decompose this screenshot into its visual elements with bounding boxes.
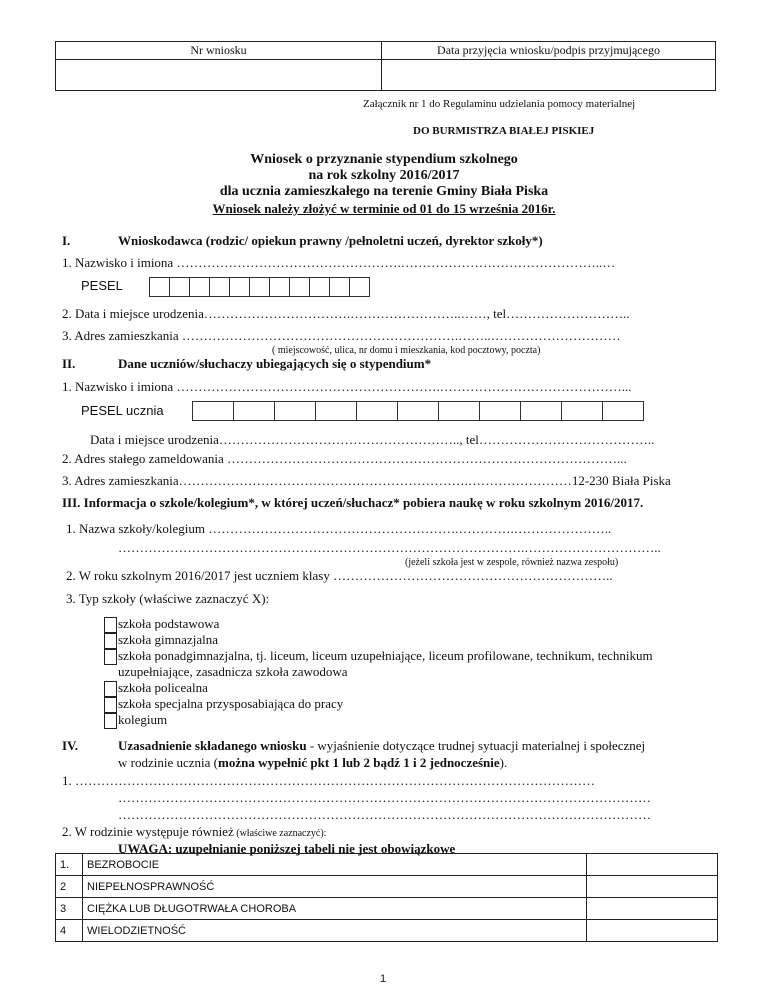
section-4-title-rest: - wyjaśnienie dotyczące trudnej sytuacji materialnej i społecznej [306, 738, 646, 753]
section-4-subtitle-post: ). [499, 755, 508, 770]
title-line-2: na rok szkolny 2016/2017 [308, 168, 460, 183]
nr-wniosku-field[interactable] [56, 60, 382, 91]
school-type-gimnazjalna: szkoła gimnazjalna [118, 632, 218, 647]
table-row [56, 920, 718, 942]
addressee: DO BURMISTRZA BIAŁEJ PISKIEJ [413, 125, 595, 137]
section-4-subtitle [118, 755, 507, 771]
applicant-address-field[interactable]: 3. Adres zamieszkania ……………………………………………………….……..………………………… [62, 328, 621, 343]
family-conditions-heading [62, 824, 326, 840]
justification-line-1[interactable]: 1. ………………………………………………………………………………………………………… [62, 773, 595, 788]
checkbox-szkola-podstawowa[interactable] [104, 617, 117, 633]
applicant-birth-field[interactable]: 2. Data i miejsce urodzenia…………………………….……………………..……, tel……………………….. [62, 306, 630, 321]
school-type-podstawowa: szkoła podstawowa [118, 616, 220, 631]
table-row [56, 898, 718, 920]
school-type-heading: 3. Typ szkoły (właściwe zaznaczyć X): [66, 591, 270, 606]
student-pesel-label: PESEL ucznia [81, 403, 164, 418]
section-1-title: Wnioskodawca (rodzic/ opiekun prawny /pełnoletni uczeń, dyrektor szkoły*) [118, 233, 543, 248]
row-mark-cell[interactable] [587, 920, 718, 942]
justification-line-3[interactable]: …………………………………………………………………………………………………………… [118, 807, 651, 822]
row-label: BEZROBOCIE [83, 854, 587, 876]
uwaga-note: UWAGA: uzupełnianie poniższej tabeli nie jest obowiązkowe [118, 841, 456, 856]
page-number: 1 [380, 973, 387, 985]
school-type-specjalna: szkoła specjalna przysposabiająca do pracy [118, 696, 344, 711]
row-label: WIELODZIETNOŚĆ [83, 920, 587, 942]
student-address-field[interactable]: 3. Adres zamieszkania………………………………………………………….……………………12-230 Biała Piska [62, 473, 671, 488]
data-przyjecia-field[interactable] [382, 60, 716, 91]
pesel-label: PESEL [81, 278, 123, 293]
deadline-note: Wniosek należy złożyć w terminie od 01 do 15 września 2016r. [212, 201, 556, 216]
family-conditions-main: 2. W rodzinie występuje również [62, 824, 234, 839]
checkbox-szkola-gimnazjalna[interactable] [104, 633, 117, 649]
student-name-field[interactable]: 1. Nazwisko i imiona …………………………………………………….……………………………………... [62, 379, 632, 394]
class-field[interactable]: 2. W roku szkolnym 2016/2017 jest uczniem klasy ……………………………………………………….. [66, 568, 613, 583]
section-4-subtitle-pre: w rodzinie ucznia ( [118, 755, 218, 770]
applicant-name-field[interactable]: 1. Nazwisko i imiona …………………………………………….………………………………………..… [62, 255, 616, 270]
section-2-number: II. [62, 356, 76, 371]
checkbox-szkola-ponadgimnazjalna[interactable] [104, 649, 117, 665]
data-przyjecia-header: Data przyjęcia wniosku/podpis przyjmującego [382, 42, 716, 60]
school-type-kolegium: kolegium [118, 712, 168, 727]
section-2-title: Dane uczniów/słuchaczy ubiegających się o stypendium* [118, 356, 432, 371]
row-number: 1. [56, 854, 83, 876]
title-line-1: Wniosek o przyznanie stypendium szkolnego [250, 152, 518, 167]
student-pesel-boxes[interactable] [192, 401, 644, 421]
justification-line-2[interactable]: …………………………………………………………………………………………………………… [118, 790, 651, 805]
row-number: 4 [56, 920, 83, 942]
checkbox-kolegium[interactable] [104, 713, 117, 729]
student-registered-address-field[interactable]: 2. Adres stałego zameldowania ………………………………………………………………………………... [62, 451, 627, 466]
section-4-title [118, 738, 645, 754]
school-name-note: (jeżeli szkoła jest w zespole, również nazwa zespołu) [405, 557, 619, 568]
student-birth-field[interactable]: Data i miejsce urodzenia……………………………………………….., tel………………………………….. [90, 432, 655, 447]
table-row [56, 876, 718, 898]
address-format-note: ( miejscowość, ulica, nr domu i mieszkania, kod pocztowy, poczta) [272, 345, 541, 356]
section-4-title-bold: Uzasadnienie składanego wniosku [118, 738, 307, 753]
school-type-ponadgimnazjalna: szkoła ponadgimnazjalna, tj. liceum, liceum uzupełniające, liceum profilowane, technikum, technikum [118, 648, 653, 663]
nr-wniosku-header: Nr wniosku [56, 42, 382, 60]
row-mark-cell[interactable] [587, 898, 718, 920]
family-conditions-table [55, 853, 718, 942]
school-type-ponadgimnazjalna-cont: uzupełniające, zasadnicza szkoła zawodowa [118, 664, 348, 679]
row-label: CIĘŻKA LUB DŁUGOTRWAŁA CHOROBA [83, 898, 587, 920]
zalacznik-note: Załącznik nr 1 do Regulaminu udzielania pomocy materialnej [363, 98, 636, 110]
applicant-pesel-boxes[interactable] [149, 277, 370, 297]
title-line-3: dla ucznia zamieszkałego na terenie Gminy Biała Piska [219, 184, 549, 199]
section-1-number: I. [62, 233, 71, 248]
row-label: NIEPEŁNOSPRAWNOŚĆ [83, 876, 587, 898]
family-conditions-note: (właściwe zaznaczyć): [233, 828, 327, 839]
school-name-field[interactable]: 1. Nazwa szkoły/kolegium ………………………………………………….………….………………….. [66, 521, 612, 536]
section-4-subtitle-bold: można wypełnić pkt 1 lub 2 bądź 1 i 2 jednocześnie [217, 755, 500, 770]
row-mark-cell[interactable] [587, 854, 718, 876]
section-3-title: III. Informacja o szkole/kolegium*, w której uczeń/słuchacz* pobiera naukę w roku szkolnym 2016/2017. [62, 495, 644, 510]
school-name-continuation[interactable]: ………………………………………………………………………………….………………………….. [118, 540, 661, 555]
row-number: 3 [56, 898, 83, 920]
row-number: 2 [56, 876, 83, 898]
section-4-number: IV. [62, 738, 79, 753]
row-mark-cell[interactable] [587, 876, 718, 898]
checkbox-szkola-policealna[interactable] [104, 681, 117, 697]
table-row [56, 854, 718, 876]
header-table [55, 41, 716, 91]
school-type-policealna: szkoła policealna [118, 680, 208, 695]
checkbox-szkola-specjalna[interactable] [104, 697, 117, 713]
